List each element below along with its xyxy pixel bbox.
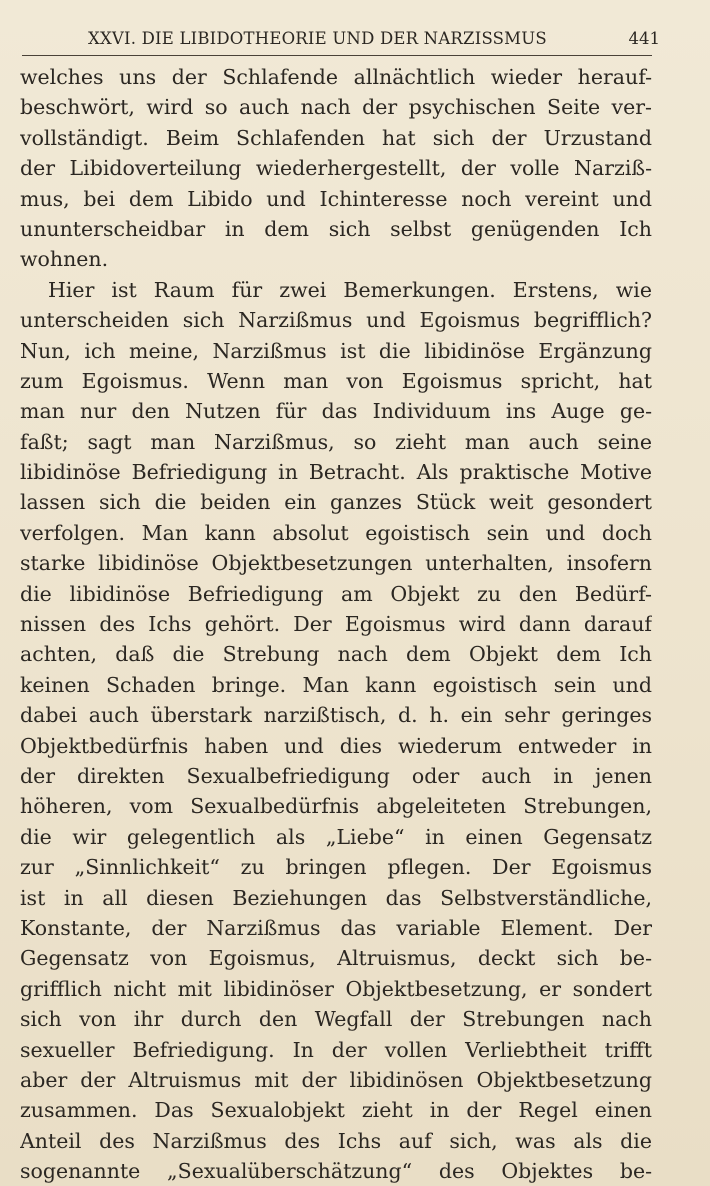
- text-line: starke libidinöse Objektbesetzungen unterhalten, insofern: [20, 551, 652, 576]
- text-line: höheren, vom Sexualbedürfnis abgeleiteten Strebungen,: [20, 794, 652, 819]
- text-line: unterscheiden sich Narzißmus und Egoismus begrifflich?: [20, 308, 652, 333]
- text-line: zur „Sinnlichkeit“ zu bringen pflegen. Der Egoismus: [20, 855, 652, 880]
- text-line: der Libidoverteilung wiederhergestellt, der volle Narziß-: [20, 156, 652, 181]
- text-line: Gegensatz von Egoismus, Altruismus, deckt sich be-: [20, 946, 652, 971]
- chapter-title: XXVI. DIE LIBIDOTHEORIE UND DER NARZISSMUS: [88, 29, 547, 48]
- text-line: zum Egoismus. Wenn man von Egoismus spricht, hat: [20, 368, 652, 393]
- text-line: zusammen. Das Sexualobjekt zieht in der Regel einen: [20, 1098, 652, 1123]
- text-line: die wir gelegentlich als „Liebe“ in einen Gegensatz: [20, 824, 652, 849]
- text-line: Konstante, der Narzißmus das variable Element. Der: [20, 915, 652, 940]
- text-line: welches uns der Schlafende allnächtlich wieder herauf-: [20, 65, 652, 89]
- text-line: achten, daß die Strebung nach dem Objekt dem Ich: [20, 642, 652, 667]
- text-line: verfolgen. Man kann absolut egoistisch sein und doch: [20, 520, 652, 545]
- text-line: lassen sich die beiden ein ganzes Stück weit gesondert: [20, 490, 652, 515]
- page-number: 441: [628, 29, 660, 48]
- text-line: beschwört, wird so auch nach der psychischen Seite ver-: [20, 95, 652, 120]
- text-line: grifflich nicht mit libidinöser Objektbesetzung, er sondert: [20, 976, 652, 1001]
- text-line: sogenannte „Sexualüberschätzung“ des Objektes be-: [20, 1159, 652, 1184]
- text-line: libidinöse Befriedigung in Betracht. Als praktische Motive: [20, 460, 652, 485]
- text-line: Anteil des Narzißmus des Ichs auf sich, was als die: [20, 1128, 652, 1153]
- text-line: wohnen.: [20, 247, 109, 272]
- text-line: dabei auch überstark narzißtisch, d. h. ein sehr geringes: [20, 703, 652, 728]
- text-line: mus, bei dem Libido und Ichinteresse noch vereint und: [20, 186, 652, 211]
- text-line: Nun, ich meine, Narzißmus ist die libidinöse Ergänzung: [20, 338, 652, 363]
- running-header: [22, 27, 660, 56]
- text-line: aber der Altruismus mit der libidinösen Objektbesetzung: [20, 1067, 652, 1092]
- text-line: ist in all diesen Beziehungen das Selbstverständliche,: [20, 885, 652, 910]
- text-line: vollständigt. Beim Schlafenden hat sich der Urzustand: [20, 125, 652, 150]
- text-line: Hier ist Raum für zwei Bemerkungen. Erstens, wie: [48, 277, 652, 302]
- text-line: sich von ihr durch den Wegfall der Strebungen nach: [20, 1007, 652, 1032]
- text-line: sexueller Befriedigung. In der vollen Verliebtheit trifft: [20, 1037, 652, 1062]
- body-text: [20, 62, 652, 1186]
- text-line: man nur den Nutzen für das Individuum ins Auge ge-: [20, 399, 652, 424]
- text-line: keinen Schaden bringe. Man kann egoistisch sein und: [20, 672, 652, 697]
- text-line: faßt; sagt man Narzißmus, so zieht man auch seine: [20, 429, 652, 454]
- text-line: ununterscheidbar in dem sich selbst genügenden Ich: [20, 216, 652, 241]
- text-line: die libidinöse Befriedigung am Objekt zu den Bedürf-: [20, 581, 652, 606]
- text-line: Objektbedürfnis haben und dies wiederum entweder in: [20, 733, 652, 758]
- text-line: nissen des Ichs gehört. Der Egoismus wird dann darauf: [20, 612, 652, 637]
- text-line: der direkten Sexualbefriedigung oder auch in jenen: [20, 763, 652, 788]
